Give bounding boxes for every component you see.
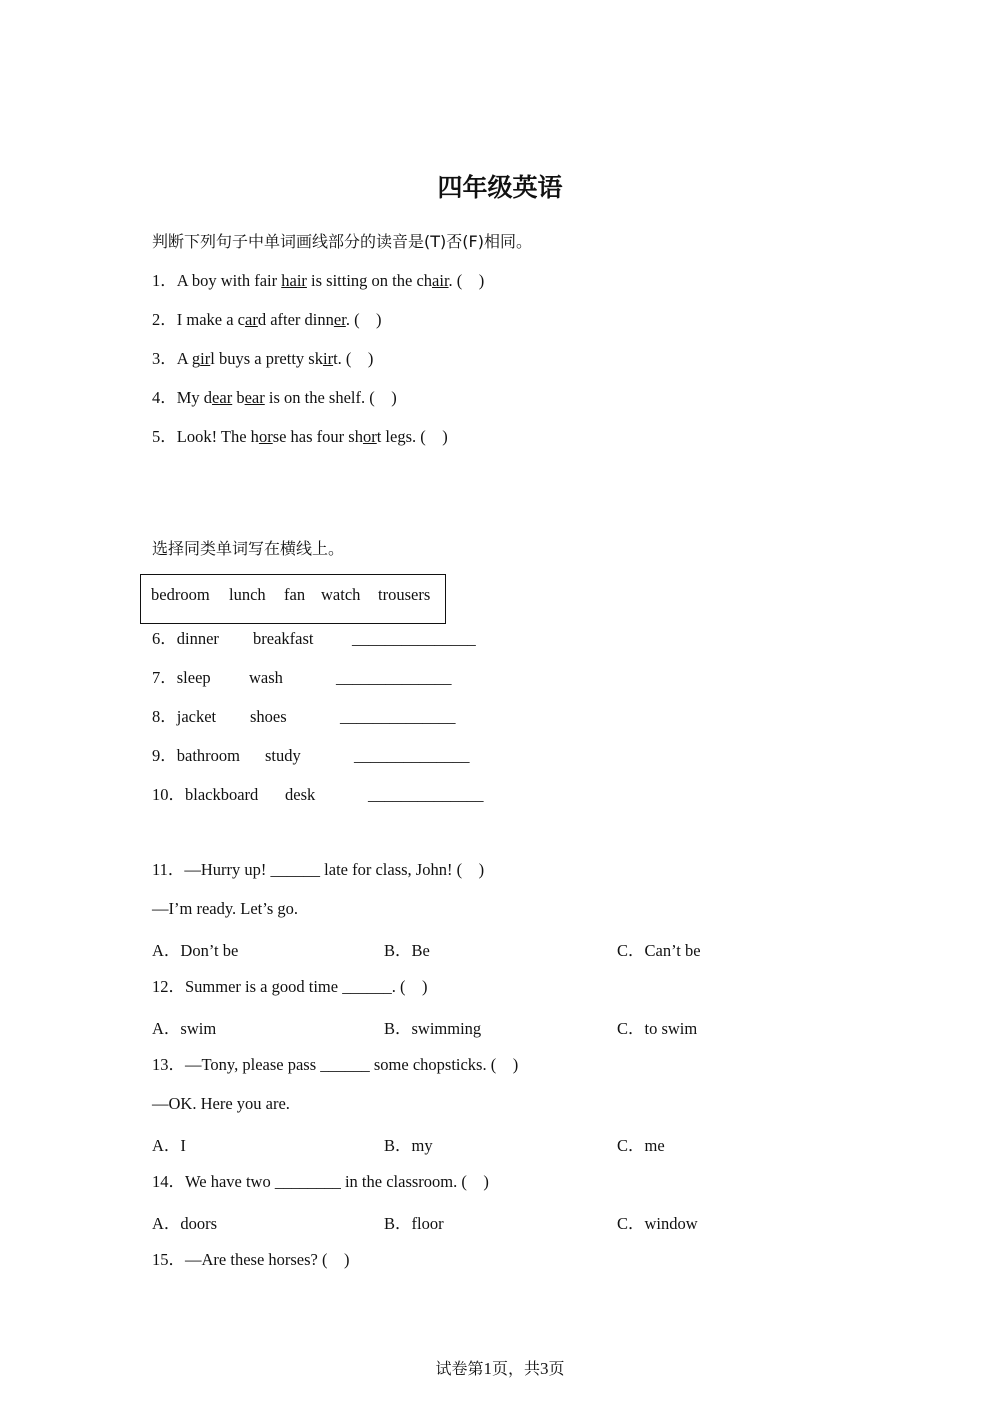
question-6: 6．dinner breakfast _______________ (152, 629, 476, 648)
question-number: 1． (152, 271, 177, 290)
option-b[interactable]: B．my (384, 1136, 433, 1155)
question-9: 9．bathroom study ______________ (152, 746, 470, 765)
underlined-part: or (258, 427, 273, 446)
answer-bracket[interactable]: . ( ) (345, 310, 382, 329)
question-number: 3． (152, 349, 177, 368)
question-15-stem: 15．—Are these horses? ( ) (152, 1250, 350, 1269)
question-12-stem: 12．Summer is a good time ______. ( ) (152, 977, 428, 996)
word-bank-item: trousers (378, 585, 431, 604)
question-3: 3．A girl buys a pretty skirt. ( ) (152, 349, 374, 368)
question-7: 7．sleep wash ______________ (152, 668, 452, 687)
answer-bracket[interactable]: t legs. ( ) (376, 427, 448, 446)
word-bank-item: fan (284, 585, 306, 604)
option-c[interactable]: C．me (617, 1136, 665, 1155)
option-c[interactable]: C．window (617, 1214, 698, 1233)
option-a[interactable]: A．I (152, 1136, 186, 1155)
underlined-part: ear (244, 388, 265, 407)
section2-instruction: 选择同类单词写在横线上。 (152, 539, 345, 558)
question-10: 10．blackboard desk ______________ (152, 785, 484, 804)
underlined-part: air (432, 271, 449, 290)
question-4: 4．My dear bear is on the shelf. ( ) (152, 388, 397, 407)
word-bank-item: bedroom (151, 585, 210, 604)
question-2: 2．I make a card after dinner. ( ) (152, 310, 382, 329)
answer-blank[interactable]: ______________ (368, 785, 484, 804)
question-13-stem: 13．—Tony, please pass ______ some chopsticks. ( ) (152, 1055, 519, 1074)
page-footer: 试卷第1页，共3页 (435, 1359, 565, 1378)
question-11-reply: —I’m ready. Let’s go. (152, 899, 299, 918)
question-number: 9． (152, 746, 177, 765)
question-1: 1．A boy with fair hair is sitting on the chair. ( ) (152, 271, 485, 290)
current-page: 1 (483, 1359, 492, 1378)
word-bank-item: lunch (229, 585, 266, 604)
answer-bracket[interactable]: t. ( ) (333, 349, 374, 368)
question-number: 6． (152, 629, 177, 648)
answer-blank[interactable]: _______________ (352, 629, 476, 648)
question-14-stem: 14．We have two ________ in the classroom. ( ) (152, 1172, 489, 1191)
underlined-part: ir (200, 349, 211, 368)
answer-bracket[interactable]: . ( ) (448, 271, 485, 290)
underlined-part: ir (322, 349, 334, 368)
underlined-part: hair (281, 271, 307, 290)
option-a[interactable]: A．swim (152, 1019, 217, 1038)
answer-blank[interactable]: ______________ (354, 746, 470, 765)
underlined-part: er (333, 310, 346, 329)
answer-bracket[interactable]: is on the shelf. ( ) (264, 388, 397, 407)
question-number: 4． (152, 388, 177, 407)
option-a[interactable]: A．Don’t be (152, 941, 239, 960)
question-11-stem: 11．—Hurry up! ______ late for class, John! ( ) (152, 860, 485, 879)
page-title: 四年级英语 (437, 173, 563, 202)
answer-blank[interactable]: ______________ (336, 668, 452, 687)
option-b[interactable]: B．Be (384, 941, 430, 960)
section1-instruction: 判断下列句子中单词画线部分的读音是(T)否(F)相同。 (152, 232, 532, 251)
question-number: 8． (152, 707, 177, 726)
option-a[interactable]: A．doors (152, 1214, 218, 1233)
question-number: 5． (152, 427, 177, 446)
option-b[interactable]: B．floor (384, 1214, 444, 1233)
option-c[interactable]: C．to swim (617, 1019, 698, 1038)
question-5: 5．Look! The horse has four short legs. ( ) (152, 427, 448, 446)
option-b[interactable]: B．swimming (384, 1019, 482, 1038)
option-c[interactable]: C．Can’t be (617, 941, 701, 960)
underlined-part: or (362, 427, 377, 446)
total-pages: 3 (540, 1359, 549, 1378)
underlined-part: ear (212, 388, 233, 407)
answer-blank[interactable]: ______________ (340, 707, 456, 726)
question-8: 8．jacket shoes ______________ (152, 707, 456, 726)
question-number: 10． (152, 785, 185, 804)
word-bank-item: watch (321, 585, 361, 604)
question-number: 2． (152, 310, 177, 329)
word-bank-box (140, 574, 446, 624)
question-13-reply: —OK. Here you are. (152, 1094, 290, 1113)
underlined-part: ar (245, 310, 258, 329)
question-number: 7． (152, 668, 177, 687)
